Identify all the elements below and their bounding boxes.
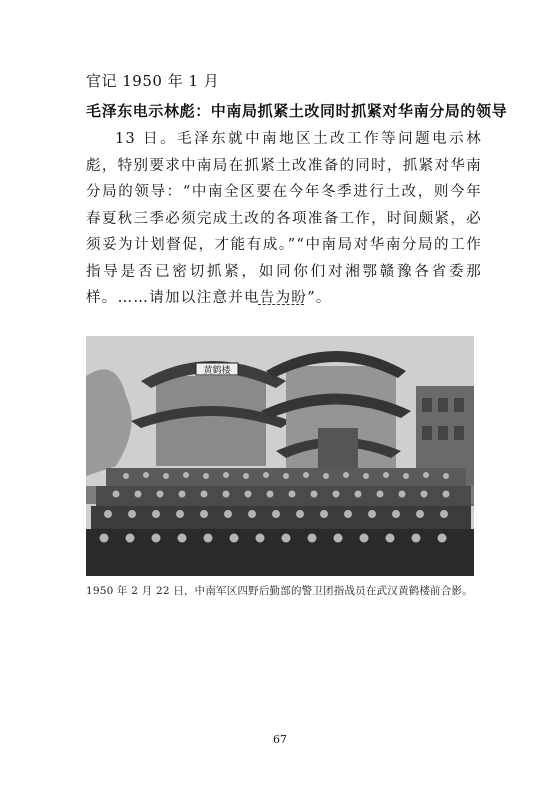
section-divider (258, 304, 304, 305)
group-photo (86, 336, 474, 576)
photo-caption: 1950 年 2 月 22 日，中南军区四野后勤部的警卫团指战员在武汉黄鹤楼前合影。 (86, 585, 473, 597)
page-number: 67 (273, 733, 287, 746)
photo-illustration (86, 336, 474, 576)
pavilion-sign: 黄鹤楼 (203, 366, 231, 376)
body-paragraph: 13 日。毛泽东就中南地区土改工作等问题电示林彪，特别要求中南局在抓紧土改准备的同时，抓紧对华南分局的领导：“中南全区要在今年冬季进行土改，则今年春夏秋三季必须完成土改的各项准备工作，时间颇紧，必须妥为计划督促，才能有成。”“中南局对华南分局的工作指导是否已密切抓紧，如同你们对湘鄂赣豫各省委那样。……请加以注意并电告为盼”。 (86, 131, 482, 306)
entry-headline: 毛泽东电示林彪：中南局抓紧土改同时抓紧对华南分局的领导 (86, 102, 508, 120)
chapter-heading: 官记 1950 年 1 月 (86, 72, 220, 90)
